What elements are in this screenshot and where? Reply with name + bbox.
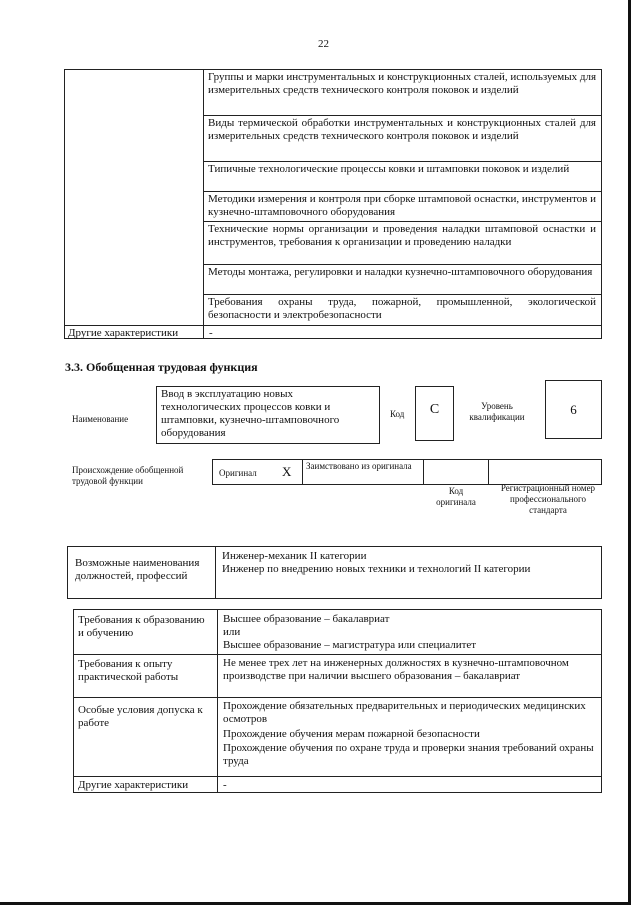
code-label: Код: [390, 409, 405, 419]
page-number: 22: [318, 38, 329, 50]
requirement-value: Прохождение обучения мерам пожарной безопасности: [223, 728, 480, 740]
row-divider: [203, 191, 602, 192]
original-label: Оригинал: [219, 468, 257, 478]
requirement-value: -: [223, 779, 227, 791]
requirement-value: Высшее образование – бакалавриат: [223, 613, 390, 625]
origin-divider: [488, 459, 489, 485]
requirement-value: Высшее образование – магистратура или специалитет: [223, 639, 477, 651]
knowledge-item: Требования охраны труда, пожарной, промышленной, экологической безопасности и электробезопасности: [208, 296, 596, 321]
top-table-divider: [203, 69, 204, 339]
requirement-value: Прохождение обучения по охране труда и проверки знания требований охраны труда: [223, 742, 594, 767]
knowledge-item: Виды термической обработки инструментальных и конструкционных сталей для измерительных средств технического контроля поковок и изделий: [208, 117, 596, 142]
requirement-value: Прохождение обязательных предварительных и периодических медицинских осмотров: [223, 700, 586, 725]
positions-label: Возможные наименования должностей, профессий: [75, 557, 200, 582]
position-name: Инженер-механик II категории: [222, 550, 367, 562]
requirements-divider: [217, 609, 218, 793]
positions-divider: [215, 546, 216, 599]
row-divider: [203, 221, 602, 222]
knowledge-item: Типичные технологические процессы ковки и штамповки поковок и изделий: [208, 163, 570, 175]
level-label: Уровень квалификации: [469, 401, 525, 422]
level-value: 6: [570, 402, 577, 417]
row-divider: [203, 294, 602, 295]
row-divider: [203, 115, 602, 116]
row-divider: [73, 654, 602, 655]
code-original-caption: Код оригинала: [436, 486, 476, 507]
requirement-value: или: [223, 626, 241, 638]
position-name: Инженер по внедрению новых техники и технологий II категории: [222, 563, 531, 575]
name-value: Ввод в эксплуатацию новых технологических процессов ковки и штамповки, кузнечно-штамповочного оборудования: [161, 388, 340, 439]
code-value: C: [429, 402, 440, 417]
row-divider: [73, 697, 602, 698]
registration-number-caption: Регистрационный номер профессионального стандарта: [500, 483, 596, 515]
knowledge-item: Группы и марки инструментальных и конструкционных сталей, используемых для измерительных средств технического контроля поковок и изделий: [208, 71, 597, 96]
other-characteristics-label: Другие характеристики: [68, 327, 179, 339]
requirement-label: Требования к опыту практической работы: [78, 658, 179, 683]
origin-divider: [302, 459, 303, 485]
row-divider: [203, 264, 602, 265]
origin-divider: [423, 459, 424, 485]
original-mark: X: [282, 464, 292, 479]
other-characteristics-value: -: [209, 327, 213, 339]
borrowed-label: Заимствовано из оригинала: [306, 461, 412, 471]
knowledge-item: Методики измерения и контроля при сборке штамповой оснастки, инструментов и кузнечно-штамповочного оборудования: [208, 193, 596, 218]
name-label: Наименование: [72, 414, 129, 424]
row-divider: [73, 776, 602, 777]
section-title: 3.3. Обобщенная трудовая функция: [65, 360, 258, 374]
requirement-label: Требования к образованию и обучению: [78, 614, 205, 639]
requirement-label: Другие характеристики: [78, 779, 189, 791]
row-divider: [203, 161, 602, 162]
requirement-value: Не менее трех лет на инженерных должностях в кузнечно-штамповочном производстве при наличии высшего образования – бакалавриат: [223, 657, 569, 682]
requirement-label: Особые условия допуска к работе: [78, 704, 203, 729]
origin-label: Происхождение обобщенной трудовой функции: [72, 465, 184, 486]
knowledge-item: Методы монтажа, регулировки и наладки кузнечно-штамповочного оборудования: [208, 266, 593, 278]
knowledge-item: Технические нормы организации и проведения наладки штамповой оснастки и инструментов, требования к организации и проведению наладки: [208, 223, 596, 248]
row-divider: [64, 325, 602, 326]
